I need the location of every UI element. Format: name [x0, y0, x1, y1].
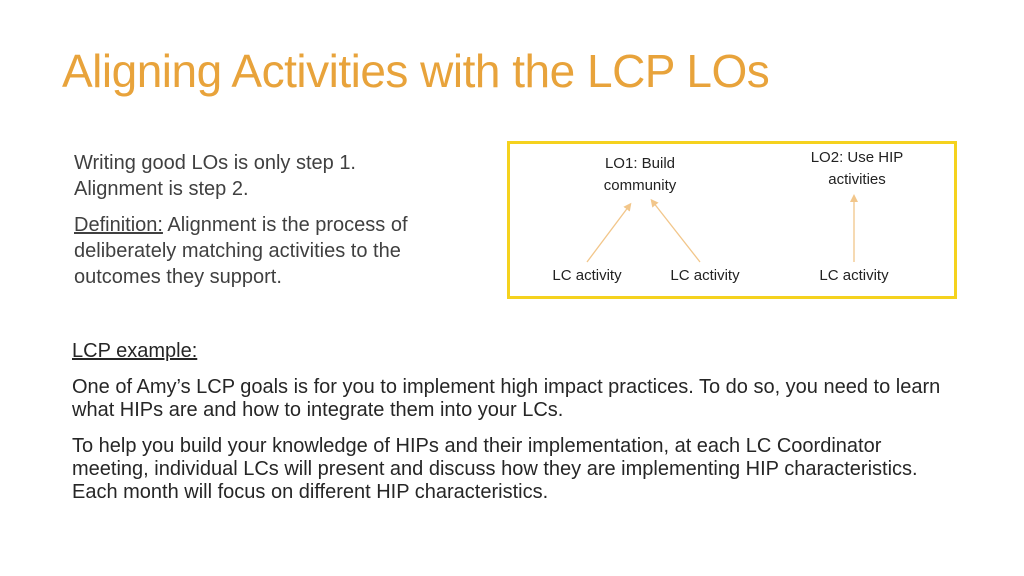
alignment-diagram [507, 141, 957, 299]
lc-activity-3: LC activity [819, 267, 889, 284]
lc-activity-2: LC activity [670, 267, 740, 284]
lo1-label [575, 153, 705, 197]
arrow-activity1-to-lo1 [587, 206, 629, 262]
intro-line-1: Writing good LOs is only step 1. [74, 152, 356, 174]
example-label-text: LCP example: [72, 340, 198, 362]
example-label [72, 340, 952, 363]
slide-title: Aligning Activities with the LCP LOs [62, 45, 770, 97]
definition-body: Alignment is the process of deliberately matching activities to the outcomes they support. [74, 214, 408, 288]
example-paragraph-1: One of Amy’s LCP goals is for you to implement high impact practices. To do so, you need to learn what HIPs are and how to integrate them into your LCs. [72, 376, 941, 421]
definition-term: Definition: [74, 214, 163, 236]
lcp-example-block [72, 340, 952, 504]
arrow-activity2-to-lo1 [653, 202, 700, 262]
intro-text [74, 150, 484, 202]
lo2-text: LO2: Use HIP activities [810, 149, 904, 188]
example-paragraph-2: To help you build your knowledge of HIPs and their implementation, at each LC Coordinator meeting, individual LCs will present and discuss how they are implementing HIP characteristics. Each month will focus on different HIP characteristics. [72, 435, 918, 503]
lo1-text: LO1: Build community [603, 155, 677, 194]
definition-text [74, 212, 484, 290]
lo2-label [792, 147, 922, 191]
lc-activity-1: LC activity [552, 267, 622, 284]
intro-line-2: Alignment is step 2. [74, 178, 249, 200]
intro-block [74, 150, 484, 290]
